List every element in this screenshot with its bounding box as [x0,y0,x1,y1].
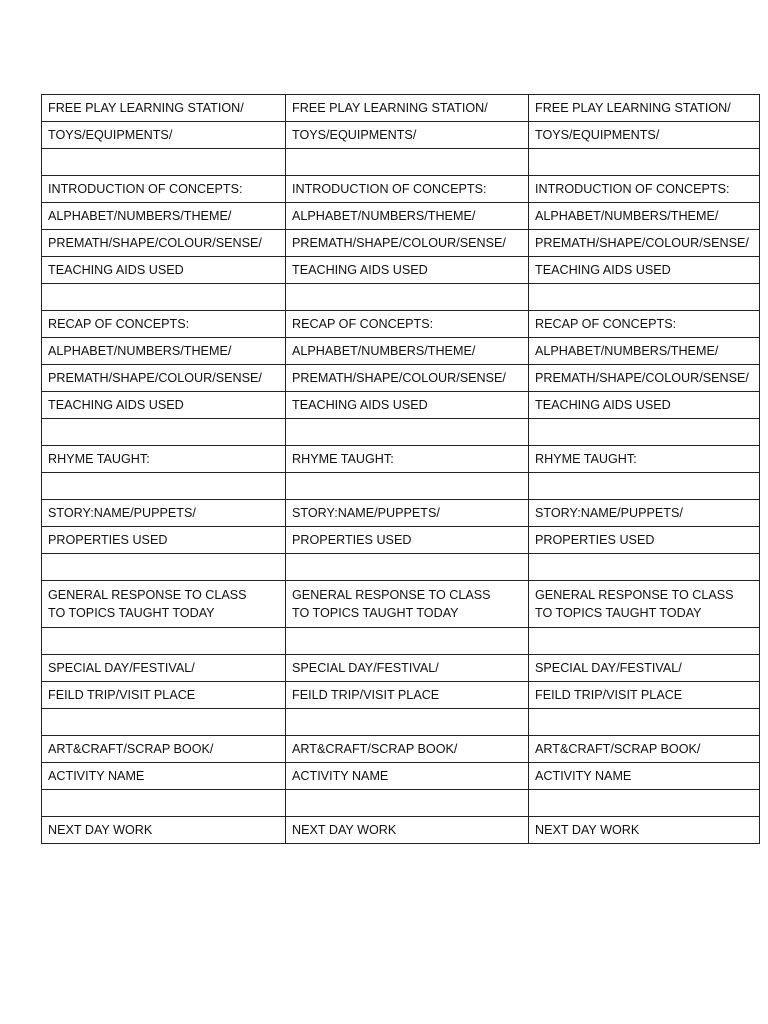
label-cell: TEACHING AIDS USED [286,392,529,419]
table-row [42,736,760,763]
lesson-plan-table-body [42,95,760,844]
blank-entry-cell[interactable] [286,554,529,581]
blank-entry-cell[interactable] [42,790,286,817]
blank-entry-cell[interactable] [42,149,286,176]
label-cell: SPECIAL DAY/FESTIVAL/ [529,655,760,682]
label-cell: ART&CRAFT/SCRAP BOOK/ [42,736,286,763]
label-cell: RECAP OF CONCEPTS: [42,311,286,338]
table-row [42,203,760,230]
label-cell: SPECIAL DAY/FESTIVAL/ [286,655,529,682]
blank-entry-cell[interactable] [42,554,286,581]
label-cell: ACTIVITY NAME [286,763,529,790]
table-row [42,817,760,844]
label-cell: ALPHABET/NUMBERS/THEME/ [286,203,529,230]
blank-row [42,709,760,736]
blank-row [42,554,760,581]
table-row [42,655,760,682]
table-row [42,446,760,473]
label-line: TO TOPICS TAUGHT TODAY [535,606,702,620]
blank-entry-cell[interactable] [286,473,529,500]
label-cell: ALPHABET/NUMBERS/THEME/ [529,203,760,230]
label-cell: INTRODUCTION OF CONCEPTS: [529,176,760,203]
blank-row [42,419,760,446]
label-cell: STORY:NAME/PUPPETS/ [42,500,286,527]
blank-entry-cell[interactable] [286,628,529,655]
table-row [42,392,760,419]
label-cell: RHYME TAUGHT: [529,446,760,473]
label-cell [286,581,529,628]
blank-entry-cell[interactable] [529,790,760,817]
blank-row [42,284,760,311]
label-cell: FEILD TRIP/VISIT PLACE [529,682,760,709]
blank-entry-cell[interactable] [529,709,760,736]
blank-entry-cell[interactable] [286,149,529,176]
blank-entry-cell[interactable] [42,284,286,311]
label-cell: PROPERTIES USED [286,527,529,554]
label-cell: ART&CRAFT/SCRAP BOOK/ [286,736,529,763]
table-row [42,122,760,149]
blank-row [42,790,760,817]
table-row [42,763,760,790]
table-row [42,176,760,203]
blank-entry-cell[interactable] [529,554,760,581]
table-row [42,365,760,392]
blank-entry-cell[interactable] [529,284,760,311]
label-cell: PREMATH/SHAPE/COLOUR/SENSE/ [529,230,760,257]
label-line: GENERAL RESPONSE TO CLASS [292,588,491,602]
label-cell: TEACHING AIDS USED [286,257,529,284]
label-cell: FEILD TRIP/VISIT PLACE [286,682,529,709]
blank-entry-cell[interactable] [529,473,760,500]
table-row [42,527,760,554]
label-cell: INTRODUCTION OF CONCEPTS: [42,176,286,203]
label-cell: ALPHABET/NUMBERS/THEME/ [42,203,286,230]
label-cell: RECAP OF CONCEPTS: [529,311,760,338]
label-cell: TOYS/EQUIPMENTS/ [529,122,760,149]
label-cell: STORY:NAME/PUPPETS/ [286,500,529,527]
blank-entry-cell[interactable] [529,149,760,176]
label-cell [529,581,760,628]
table-row [42,257,760,284]
label-line: TO TOPICS TAUGHT TODAY [48,606,215,620]
blank-entry-cell[interactable] [42,628,286,655]
blank-entry-cell[interactable] [42,473,286,500]
label-cell: INTRODUCTION OF CONCEPTS: [286,176,529,203]
label-cell: STORY:NAME/PUPPETS/ [529,500,760,527]
label-cell: ART&CRAFT/SCRAP BOOK/ [529,736,760,763]
label-cell: RHYME TAUGHT: [42,446,286,473]
label-cell: RECAP OF CONCEPTS: [286,311,529,338]
lesson-plan-table [41,94,760,844]
label-cell: ACTIVITY NAME [42,763,286,790]
label-cell: PREMATH/SHAPE/COLOUR/SENSE/ [42,365,286,392]
label-cell: NEXT DAY WORK [286,817,529,844]
blank-row [42,149,760,176]
blank-entry-cell[interactable] [286,284,529,311]
label-cell: NEXT DAY WORK [529,817,760,844]
blank-row [42,628,760,655]
label-cell: FREE PLAY LEARNING STATION/ [529,95,760,122]
label-cell: PROPERTIES USED [529,527,760,554]
label-cell: FEILD TRIP/VISIT PLACE [42,682,286,709]
label-cell: PREMATH/SHAPE/COLOUR/SENSE/ [286,365,529,392]
blank-entry-cell[interactable] [42,419,286,446]
blank-row [42,473,760,500]
blank-entry-cell[interactable] [286,419,529,446]
label-cell: FREE PLAY LEARNING STATION/ [286,95,529,122]
blank-entry-cell[interactable] [529,628,760,655]
label-cell: ALPHABET/NUMBERS/THEME/ [286,338,529,365]
label-cell: SPECIAL DAY/FESTIVAL/ [42,655,286,682]
table-row [42,311,760,338]
label-cell: TEACHING AIDS USED [529,392,760,419]
label-line: GENERAL RESPONSE TO CLASS [48,588,247,602]
label-cell: TEACHING AIDS USED [529,257,760,284]
label-cell: FREE PLAY LEARNING STATION/ [42,95,286,122]
label-cell [42,581,286,628]
label-cell: PREMATH/SHAPE/COLOUR/SENSE/ [42,230,286,257]
table-row [42,682,760,709]
label-cell: ALPHABET/NUMBERS/THEME/ [529,338,760,365]
table-row [42,500,760,527]
table-row [42,230,760,257]
label-cell: TOYS/EQUIPMENTS/ [286,122,529,149]
label-cell: PROPERTIES USED [42,527,286,554]
label-cell: ALPHABET/NUMBERS/THEME/ [42,338,286,365]
label-cell: PREMATH/SHAPE/COLOUR/SENSE/ [286,230,529,257]
label-cell: RHYME TAUGHT: [286,446,529,473]
label-cell: PREMATH/SHAPE/COLOUR/SENSE/ [529,365,760,392]
blank-entry-cell[interactable] [286,709,529,736]
label-cell: ACTIVITY NAME [529,763,760,790]
label-cell: TEACHING AIDS USED [42,257,286,284]
label-line: GENERAL RESPONSE TO CLASS [535,588,734,602]
label-cell: NEXT DAY WORK [42,817,286,844]
table-row [42,581,760,628]
table-row [42,95,760,122]
blank-entry-cell[interactable] [286,790,529,817]
label-line: TO TOPICS TAUGHT TODAY [292,606,459,620]
label-cell: TOYS/EQUIPMENTS/ [42,122,286,149]
table-row [42,338,760,365]
label-cell: TEACHING AIDS USED [42,392,286,419]
blank-entry-cell[interactable] [529,419,760,446]
blank-entry-cell[interactable] [42,709,286,736]
